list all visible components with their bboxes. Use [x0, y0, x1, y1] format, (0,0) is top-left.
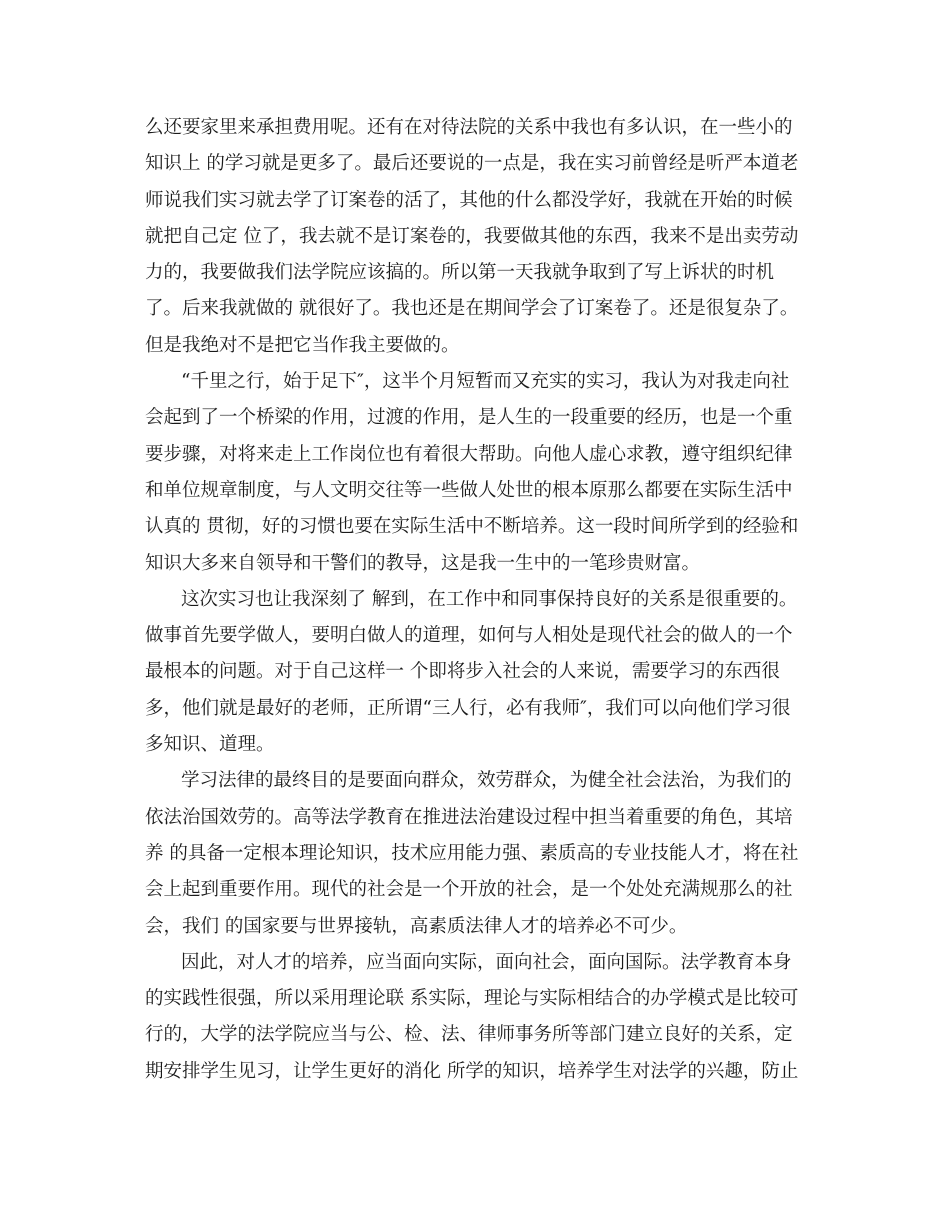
- text-line: 多，他们就是最好的老师，正所谓“三人行，必有我师″，我们可以向他们学习很: [145, 697, 791, 719]
- text-line: 依法治国效劳的。高等法学教育在推进法治建设过程中担当着重要的角色，其培: [145, 806, 793, 828]
- text-line: 会上起到重要作用。现代的社会是一个开放的社会，是一个处处充满规那么的社: [145, 879, 793, 901]
- text-line: 但是我绝对不是把它当作我主要做的。: [145, 334, 460, 356]
- text-line: 了。后来我就做的 就很好了。我也还是在期间学会了订案卷了。还是很复杂了。: [145, 298, 799, 320]
- text-line: 力的，我要做我们法学院应该搞的。所以第一天我就争取到了写上诉状的时机: [145, 262, 775, 284]
- paragraph-first-line: 因此，对人才的培养，应当面向实际，面向社会，面向国际。法学教育本身: [181, 951, 792, 973]
- text-line: 期安排学生见习，让学生更好的消化 所学的知识，培养学生对法学的兴趣，防止: [145, 1060, 799, 1082]
- text-line: 么还要家里来承担费用呢。还有在对待法院的关系中我也有多认识，在一些小的: [145, 117, 793, 138]
- text-line: 和单位规章制度，与人文明交往等一些做人处世的根本原那么都要在实际生活中: [145, 479, 793, 501]
- text-line: 要步骤，对将来走上工作岗位也有着很大帮助。向他人虚心求教，遵守组织纪律: [145, 443, 793, 465]
- paragraph-first-line: 学习法律的最终目的是要面向群众，效劳群众，为健全社会法治，为我们的: [181, 770, 792, 792]
- text-line: 会起到了一个桥梁的作用，过渡的作用，是人生的一段重要的经历，也是一个重: [145, 407, 793, 429]
- text-line: 知识上 的学习就是更多了。最后还要说的一点是，我在实习前曾经是听严本道老: [145, 153, 799, 175]
- text-line: 的实践性很强，所以采用理论联 系实际，理论与实际相结合的办学模式是比较可: [145, 988, 799, 1010]
- paragraph-first-line: 这次实习也让我深刻了 解到，在工作中和同事保持良好的关系是很重要的。: [181, 588, 798, 610]
- text-line: 行的，大学的法学院应当与公、检、法、律师事务所等部门建立良好的关系，定: [145, 1024, 793, 1046]
- text-line: 会，我们 的国家要与世界接轨，高素质法律人才的培养必不可少。: [145, 915, 688, 937]
- text-line: 多知识、道理。: [145, 734, 275, 756]
- text-line: 养 的具备一定根本理论知识，技术应用能力强、素质高的专业技能人才，将在社: [145, 842, 799, 864]
- text-line: 认真的 贯彻，好的习惯也要在实际生活中不断培养。这一段时间所学到的经验和: [145, 516, 799, 538]
- text-line: 师说我们实习就去学了订案卷的活了，其他的什么都没学好，我就在开始的时候: [145, 189, 793, 211]
- text-line: 做事首先要学做人，要明白做人的道理，如何与人相处是现代社会的做人的一个: [145, 625, 793, 647]
- paragraph-first-line: “千里之行，始于足下″，这半个月短暂而又充实的实习，我认为对我走向社: [181, 371, 790, 393]
- body-text: [145, 110, 805, 1090]
- text-line: 最根本的问题。对于自己这样一 个即将步入社会的人来说，需要学习的东西很: [145, 661, 780, 683]
- text-line: 知识大多来自领导和干警们的教导，这是我一生中的一笔珍贵财富。: [145, 552, 701, 574]
- text-line: 就把自己定 位了，我去就不是订案卷的，我要做其他的东西，我来不是出卖劳动: [145, 225, 799, 247]
